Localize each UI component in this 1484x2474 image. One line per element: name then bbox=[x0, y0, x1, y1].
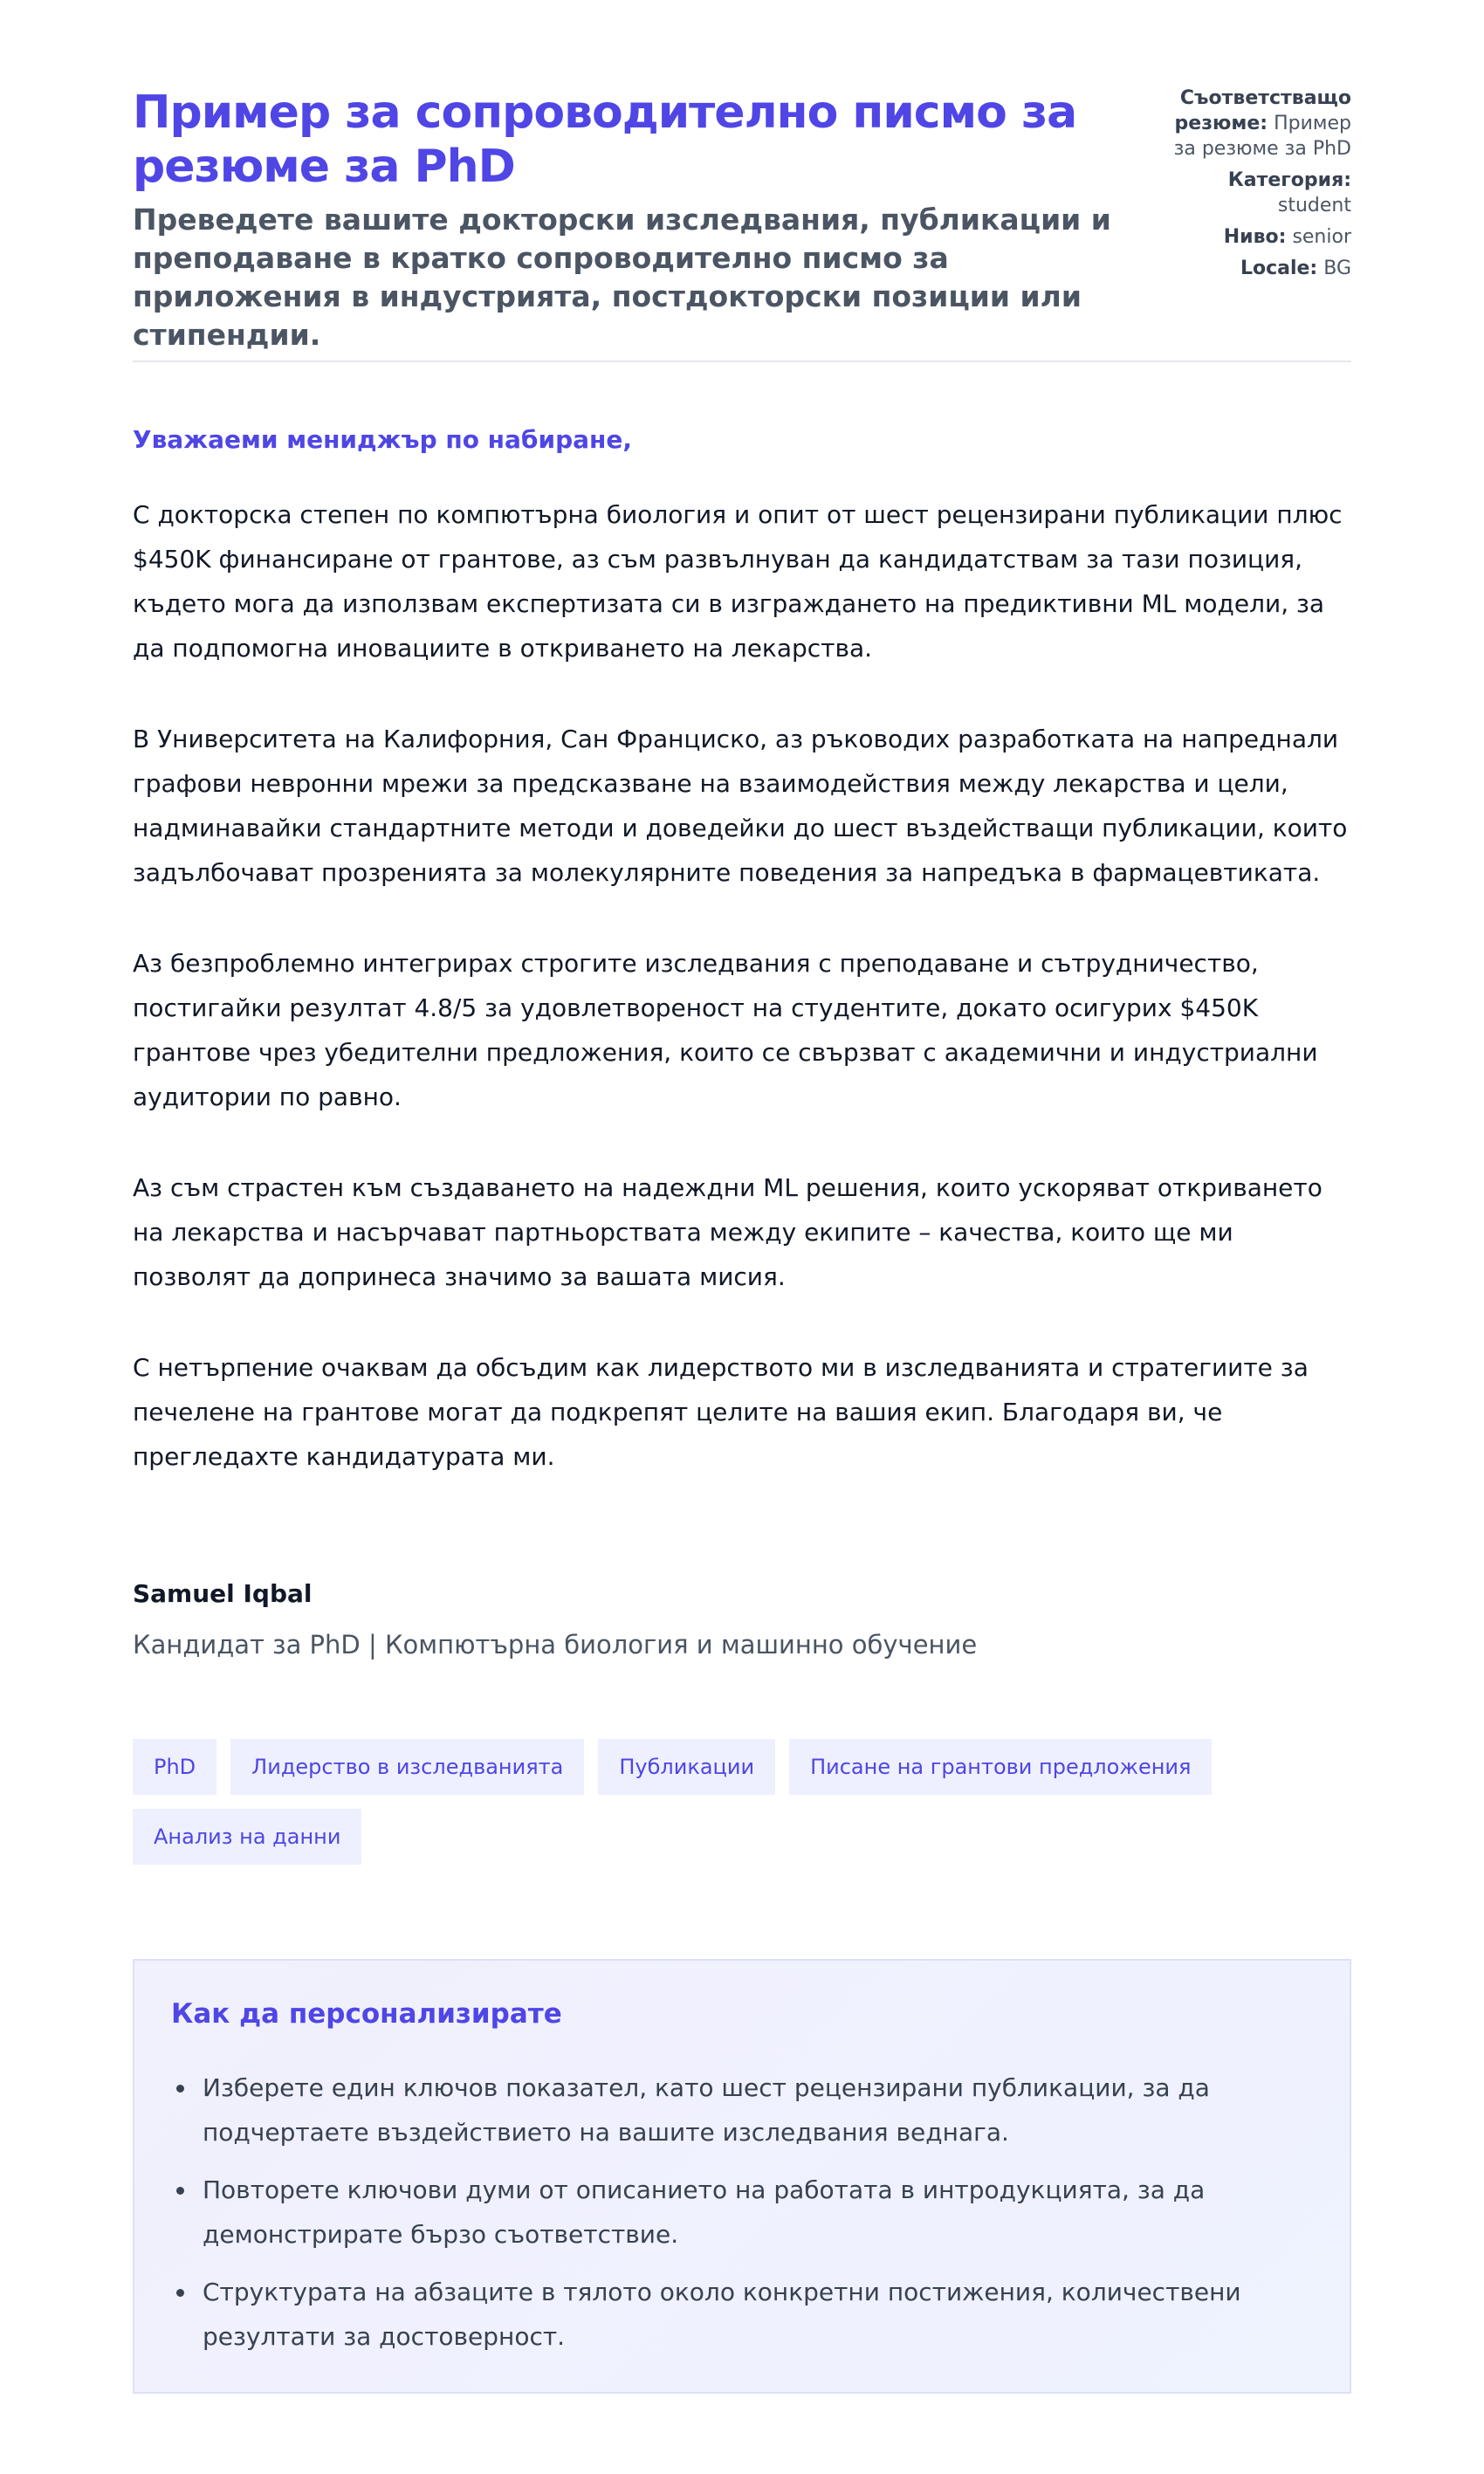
meta-key: Ниво: bbox=[1223, 226, 1287, 248]
tip-text: Изберете един ключов показател, като шест рецензирани публикации, за да подчертаете въздействието на вашите изследвания веднага. bbox=[203, 2073, 1210, 2147]
meta-matching-resume bbox=[1151, 86, 1351, 161]
meta-panel bbox=[1151, 86, 1351, 287]
page-subtitle: Преведете вашите докторски изследвания, публикации и преподаване в кратко сопроводително писмо за приложения в индустрията, постдокторски позиции или стипендии. bbox=[133, 203, 1111, 352]
letter-paragraph: Аз съм страстен към създаването на надеждни ML решения, които ускоряват откриването на лекарства и насърчават партньорствата между екипите – качества, които ще ми позволят да допринеса значимо за вашата мисия. bbox=[133, 1173, 1323, 1291]
tag-phd[interactable]: PhD bbox=[133, 1739, 216, 1795]
meta-locale bbox=[1151, 256, 1351, 281]
tag-data-analysis[interactable]: Анализ на данни bbox=[133, 1809, 361, 1865]
tag-grant-writing[interactable]: Писане на грантови предложения bbox=[789, 1739, 1212, 1795]
tip-item bbox=[171, 2168, 1306, 2257]
tip-text: Структурата на абзаците в тялото около конкретни постижения, количествени резултати за достоверност. bbox=[203, 2278, 1241, 2351]
page-title: Пример за сопроводително писмо за резюме за PhD bbox=[133, 86, 1077, 193]
tip-item bbox=[171, 2270, 1306, 2359]
meta-value: BG bbox=[1323, 258, 1351, 279]
tip-text: Повторете ключови думи от описанието на работата в интродукцията, за да демонстрирате бързо съответствие. bbox=[203, 2175, 1206, 2249]
meta-value: student bbox=[1277, 195, 1351, 216]
meta-key: Locale: bbox=[1240, 258, 1318, 279]
tips-title: Как да персонализирате bbox=[171, 1998, 562, 2030]
bullet-icon bbox=[176, 2289, 184, 2297]
letter-body bbox=[133, 492, 1351, 1525]
tip-item bbox=[171, 2065, 1306, 2154]
header-divider bbox=[133, 361, 1351, 362]
page-header bbox=[133, 86, 1351, 361]
meta-value: Пример за резюме за PhD bbox=[1173, 113, 1351, 160]
tag-publications[interactable]: Публикации bbox=[598, 1739, 775, 1795]
bullet-icon bbox=[176, 2085, 184, 2093]
tag-research-leadership[interactable]: Лидерство в изследванията bbox=[230, 1739, 584, 1795]
meta-key: Съответстващо резюме: bbox=[1174, 87, 1351, 134]
letter-signature bbox=[133, 1577, 1351, 1662]
letter-paragraph: С нетърпение очаквам да обсъдим как лидерството ми в изследванията и стратегиите за печелене на грантове могат да подкрепят целите на вашия екип. Благодаря ви, че прегледахте кандидатурата ми. bbox=[133, 1353, 1309, 1471]
meta-key: Категория: bbox=[1227, 169, 1351, 191]
meta-value: senior bbox=[1292, 226, 1351, 248]
meta-category bbox=[1151, 168, 1351, 218]
bullet-icon bbox=[176, 2187, 184, 2195]
signature-name: Samuel Iqbal bbox=[133, 1579, 313, 1608]
letter-paragraph: В Университета на Калифорния, Сан Франциско, аз ръководих разработката на напреднали графови невронни мрежи за предсказване на взаимодействия между лекарства и цели, надминавайки стандартните методи и доведейки до шест въздействащи публикации, които задълбочават прозренията за молекулярните поведения за напредъка в фармацевтиката. bbox=[133, 725, 1348, 887]
tips-list bbox=[171, 2065, 1306, 2372]
personalization-tips bbox=[133, 1959, 1351, 2394]
signature-role: Кандидат за PhD | Компютърна биология и машинно обучение bbox=[133, 1630, 978, 1660]
meta-level bbox=[1151, 224, 1351, 250]
tag-list bbox=[133, 1739, 1351, 1865]
letter-salutation: Уважаеми мениджър по набиране, bbox=[133, 425, 633, 454]
letter-paragraph: С докторска степен по компютърна биология и опит от шест рецензирани публикации плюс $450K финансиране от грантове, аз съм развълнуван да кандидатствам за тази позиция, където мога да използвам експертизата си в изграждането на предиктивни ML модели, за да подпомогна иновациите в откриването на лекарства. bbox=[133, 500, 1343, 663]
letter-paragraph: Аз безпроблемно интегрирах строгите изследвания с преподаване и сътрудничество, постигайки резултат 4.8/5 за удовлетвореност на студентите, докато осигурих $450K грантове чрез убедителни предложения, които се свързват с академични и индустриални аудитории по равно. bbox=[133, 949, 1318, 1111]
